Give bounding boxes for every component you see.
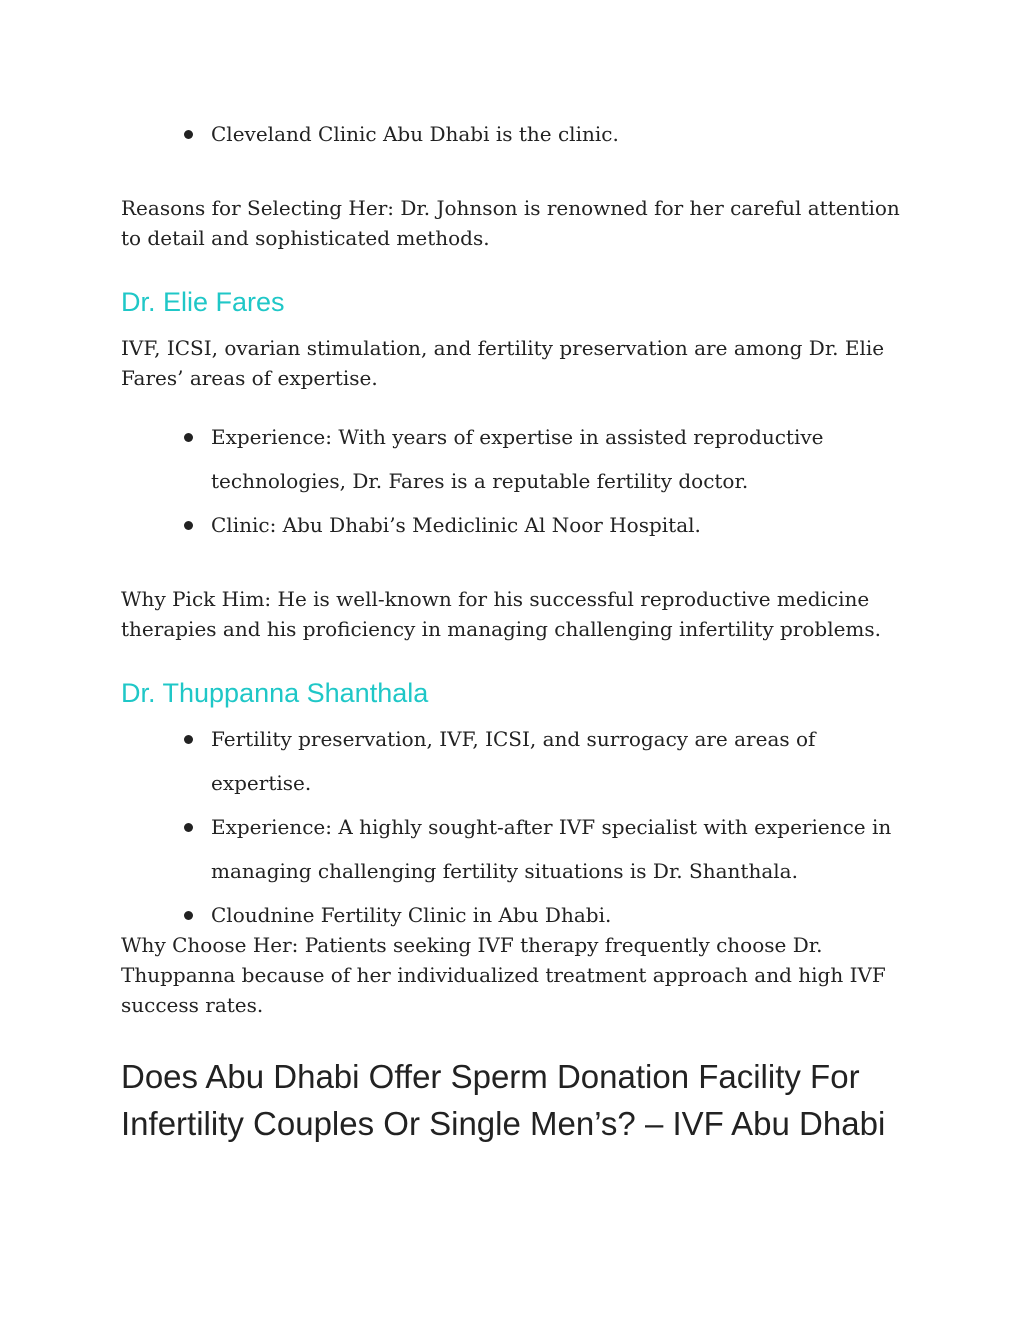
fares-why-paragraph: Why Pick Him: He is well-known for his successful reproductive medicine therapies and his proficiency in managing challenging infertility problems. [121, 587, 882, 641]
list-item [184, 415, 914, 503]
reasons-paragraph: Reasons for Selecting Her: Dr. Johnson is renowned for her careful attention to detail and sophisticated methods. [121, 196, 900, 250]
clinic-bullet-list [184, 112, 914, 156]
shanthala-why-paragraph: Why Choose Her: Patients seeking IVF therapy frequently choose Dr. Thuppanna because of her individualized treatment approach and high IVF success rates. [121, 933, 886, 1017]
bullet-icon [184, 911, 193, 920]
list-item [184, 112, 914, 156]
shanthala-bullet-list [184, 717, 914, 937]
list-item [184, 717, 914, 805]
bullet-icon [184, 130, 193, 139]
bullet-text: Cleveland Clinic Abu Dhabi is the clinic. [211, 122, 619, 146]
bullet-text: Fertility preservation, IVF, ICSI, and surrogacy are areas of expertise. [211, 727, 816, 795]
bullet-text: Experience: With years of expertise in assisted reproductive technologies, Dr. Fares is a reputable fertility doctor. [211, 425, 824, 493]
bullet-text: Experience: A highly sought-after IVF specialist with experience in managing challenging fertility situations is Dr. Shanthala. [211, 815, 892, 883]
list-item [184, 503, 914, 547]
bullet-icon [184, 735, 193, 744]
fares-bullet-list [184, 415, 914, 547]
list-item [184, 805, 914, 893]
fares-intro-paragraph: IVF, ICSI, ovarian stimulation, and fertility preservation are among Dr. Elie Fares’ areas of expertise. [121, 336, 885, 390]
bullet-icon [184, 433, 193, 442]
bullet-icon [184, 521, 193, 530]
bullet-text: Clinic: Abu Dhabi’s Mediclinic Al Noor Hospital. [211, 513, 701, 537]
fares-heading: Dr. Elie Fares [121, 287, 285, 317]
bullet-text: Cloudnine Fertility Clinic in Abu Dhabi. [211, 903, 612, 927]
bullet-icon [184, 823, 193, 832]
shanthala-heading: Dr. Thuppanna Shanthala [121, 678, 429, 708]
section-heading: Does Abu Dhabi Offer Sperm Donation Facility For Infertility Couples Or Single Men’s? – IVF Abu Dhabi [121, 1058, 886, 1142]
